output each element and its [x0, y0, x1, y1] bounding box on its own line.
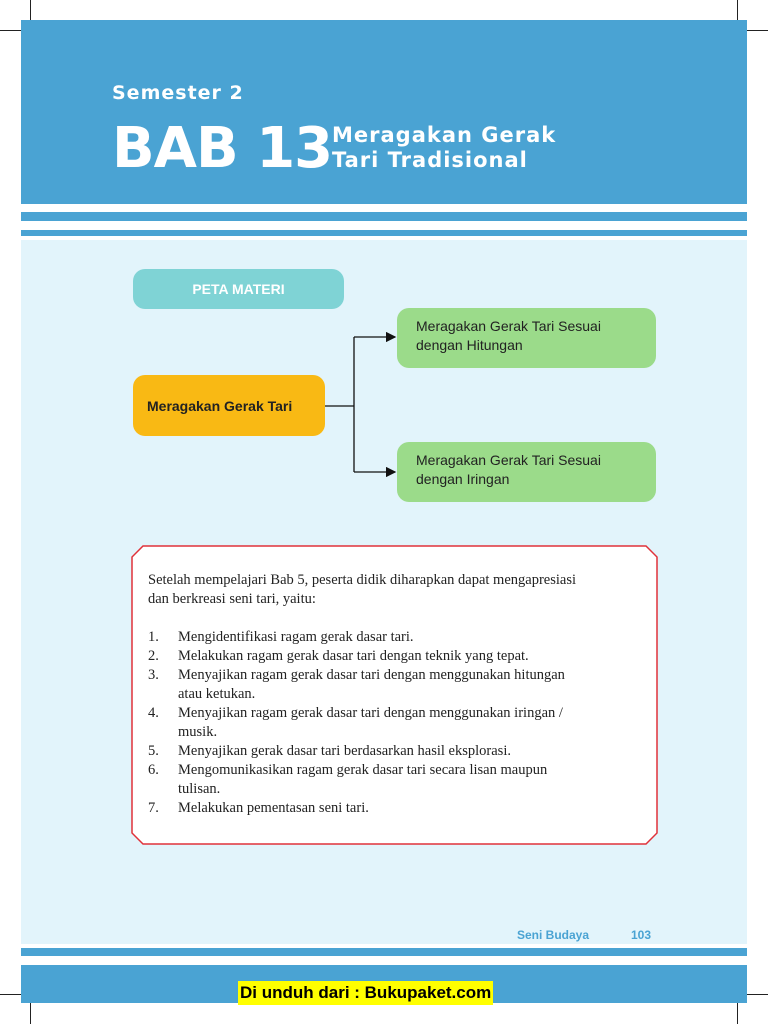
item-number: 7. — [148, 800, 159, 816]
content-area — [21, 240, 747, 944]
item-number: 1. — [148, 629, 159, 645]
list-item — [148, 799, 648, 818]
objectives-text — [148, 571, 648, 818]
chapter-title — [332, 123, 556, 173]
chapter-number: BAB 13 — [112, 116, 333, 181]
list-item — [148, 742, 648, 761]
concept-map-label: PETA MATERI — [133, 269, 344, 309]
item-text-cont: musik. — [178, 724, 218, 740]
item-text: Menyajikan ragam gerak dasar tari dengan menggunakan iringan / — [178, 705, 563, 721]
subtopic-line2: dengan Iringan — [416, 471, 510, 487]
crop-mark-top-right-v — [737, 0, 738, 20]
list-item — [148, 628, 648, 647]
footer-page-number: 103 — [631, 928, 652, 942]
item-text-cont: atau ketukan. — [178, 686, 256, 702]
list-item — [148, 704, 648, 742]
item-text: Menyajikan gerak dasar tari berdasarkan hasil eksplorasi. — [178, 743, 511, 759]
crop-mark-bottom-left-v — [30, 1003, 31, 1024]
crop-mark-top-right — [747, 30, 768, 31]
footer-stripe — [21, 948, 747, 956]
subtopic-node-count — [397, 308, 656, 368]
subtopic-node-music — [397, 442, 656, 502]
item-number: 4. — [148, 705, 159, 721]
footer-book-title: Seni Budaya — [517, 928, 590, 942]
item-text: Mengomunikasikan ragam gerak dasar tari secara lisan maupun — [178, 762, 548, 778]
item-text-cont: tulisan. — [178, 781, 221, 797]
crop-mark-bottom-left — [0, 994, 21, 995]
objectives-intro-line2: dan berkreasi seni tari, yaitu: — [148, 591, 316, 607]
download-watermark: Di unduh dari : Bukupaket.com — [238, 981, 493, 1005]
crop-mark-top-left — [0, 30, 21, 31]
subtopic-line1: Meragakan Gerak Tari Sesuai — [416, 318, 601, 334]
chapter-title-line2: Tari Tradisional — [332, 148, 528, 172]
item-text: Mengidentifikasi ragam gerak dasar tari. — [178, 629, 414, 645]
semester-label: Semester 2 — [112, 82, 244, 104]
list-item — [148, 761, 648, 799]
item-number: 6. — [148, 762, 159, 778]
item-number: 2. — [148, 648, 159, 664]
header-stripe-2 — [21, 230, 747, 236]
crop-mark-top-left-v — [30, 0, 31, 20]
list-item — [148, 666, 648, 704]
item-text: Melakukan pementasan seni tari. — [178, 800, 369, 816]
list-item — [148, 647, 648, 666]
item-number: 5. — [148, 743, 159, 759]
item-number: 3. — [148, 667, 159, 683]
crop-mark-bottom-right-v — [737, 1003, 738, 1024]
main-topic-node: Meragakan Gerak Tari — [133, 375, 325, 436]
learning-objectives-box — [131, 545, 658, 845]
subtopic-line2: dengan Hitungan — [416, 337, 523, 353]
item-text: Melakukan ragam gerak dasar tari dengan teknik yang tepat. — [178, 648, 529, 664]
item-text: Menyajikan ragam gerak dasar tari dengan menggunakan hitungan — [178, 667, 565, 683]
subtopic-line1: Meragakan Gerak Tari Sesuai — [416, 452, 601, 468]
objectives-list — [148, 628, 648, 818]
chapter-title-line1: Meragakan Gerak — [332, 123, 557, 147]
header-stripe-1 — [21, 212, 747, 221]
objectives-intro-line1: Setelah mempelajari Bab 5, peserta didik diharapkan dapat mengapresiasi — [148, 572, 576, 588]
crop-mark-bottom-right — [747, 994, 768, 995]
